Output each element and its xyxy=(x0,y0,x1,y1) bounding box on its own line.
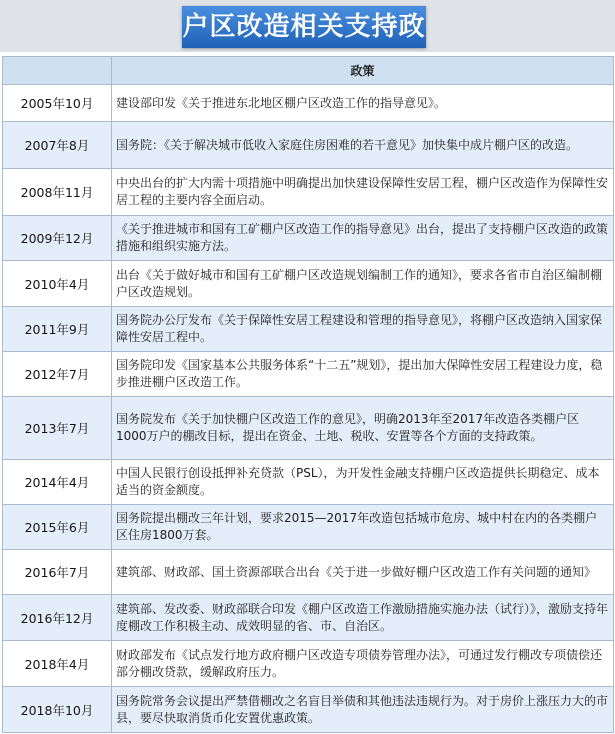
table-row xyxy=(3,122,614,169)
year-column-header xyxy=(3,57,112,85)
year-cell: 2007年8月 xyxy=(3,122,112,169)
policy-table xyxy=(2,56,614,733)
table-row xyxy=(3,687,614,733)
year-cell: 2005年10月 xyxy=(3,85,112,122)
policy-cell: 《关于推进城市和国有工矿棚户区改造工作的指导意见》出台，提出了支持棚户区改造的政策措施和组织实施方法。 xyxy=(112,216,614,261)
table-header-row xyxy=(3,57,614,85)
table-row xyxy=(3,216,614,261)
policy-cell: 建筑部、发改委、财政部联合印发《棚户区改造工作激励措施实施办法（试行）》，激励支持年度棚改工作积极主动、成效明显的省、市、自治区。 xyxy=(112,595,614,641)
year-cell: 2016年12月 xyxy=(3,595,112,641)
table-row xyxy=(3,397,614,460)
policy-cell: 国务院常务会议提出严禁借棚改之名盲目举债和其他违法违规行为。对于房价上涨压力大的市县，要尽快取消货币化安置优惠政策。 xyxy=(112,687,614,733)
table-row xyxy=(3,505,614,550)
table-row xyxy=(3,460,614,505)
policy-cell: 国务院提出棚改三年计划，要求2015—2017年改造包括城市危房、城中村在内的各类棚户区住房1800万套。 xyxy=(112,505,614,550)
policy-cell: 建筑部、财政部、国土资源部联合出台《关于进一步做好棚户区改造工作有关问题的通知》 xyxy=(112,550,614,595)
policy-cell: 国务院印发《国家基本公共服务体系“十二五”规划》，提出加大保障性安居工程建设力度，稳步推进棚户区改造工作。 xyxy=(112,352,614,397)
policy-cell: 中国人民银行创设抵押补充贷款（PSL），为开发性金融支持棚户区改造提供长期稳定、成本适当的资金额度。 xyxy=(112,460,614,505)
year-cell: 2009年12月 xyxy=(3,216,112,261)
title-bar xyxy=(0,0,615,52)
year-cell: 2018年4月 xyxy=(3,641,112,687)
policy-cell: 财政部发布《试点发行地方政府棚户区改造专项债券管理办法》，可通过发行棚改专项债偿还部分棚改贷款，缓解政府压力。 xyxy=(112,641,614,687)
year-cell: 2016年7月 xyxy=(3,550,112,595)
table-row xyxy=(3,169,614,216)
table-row xyxy=(3,307,614,352)
table-row xyxy=(3,85,614,122)
year-cell: 2010年4月 xyxy=(3,261,112,307)
year-cell: 2013年7月 xyxy=(3,397,112,460)
policy-cell: 国务院发布《关于加快棚户区改造工作的意见》，明确2013年至2017年改造各类棚户区1000万户的棚改目标，提出在资金、土地、税收、安置等各个方面的支持政策。 xyxy=(112,397,614,460)
table-row xyxy=(3,641,614,687)
year-cell: 2014年4月 xyxy=(3,460,112,505)
year-cell: 2012年7月 xyxy=(3,352,112,397)
policy-cell: 出台《关于做好城市和国有工矿棚户区改造规划编制工作的通知》，要求各省市自治区编制棚户区改造规划。 xyxy=(112,261,614,307)
year-cell: 2008年11月 xyxy=(3,169,112,216)
policy-cell: 国务院：《关于解决城市低收入家庭住房困难的若干意见》加快集中成片棚户区的改造。 xyxy=(112,122,614,169)
table-row xyxy=(3,261,614,307)
table-row xyxy=(3,550,614,595)
page-title: 户区改造相关支持政 xyxy=(182,6,426,48)
year-cell: 2018年10月 xyxy=(3,687,112,733)
policy-cell: 中央出台的扩大内需十项措施中明确提出加快建设保障性安居工程，棚户区改造作为保障性安居工程的主要内容全面启动。 xyxy=(112,169,614,216)
table-row xyxy=(3,352,614,397)
policy-cell: 建设部印发《关于推进东北地区棚户区改造工作的指导意见》。 xyxy=(112,85,614,122)
policy-cell: 国务院办公厅发布《关于保障性安居工程建设和管理的指导意见》，将棚户区改造纳入国家保障性安居工程中。 xyxy=(112,307,614,352)
year-cell: 2011年9月 xyxy=(3,307,112,352)
table-row xyxy=(3,595,614,641)
policy-column-header: 政策 xyxy=(112,57,614,85)
year-cell: 2015年6月 xyxy=(3,505,112,550)
